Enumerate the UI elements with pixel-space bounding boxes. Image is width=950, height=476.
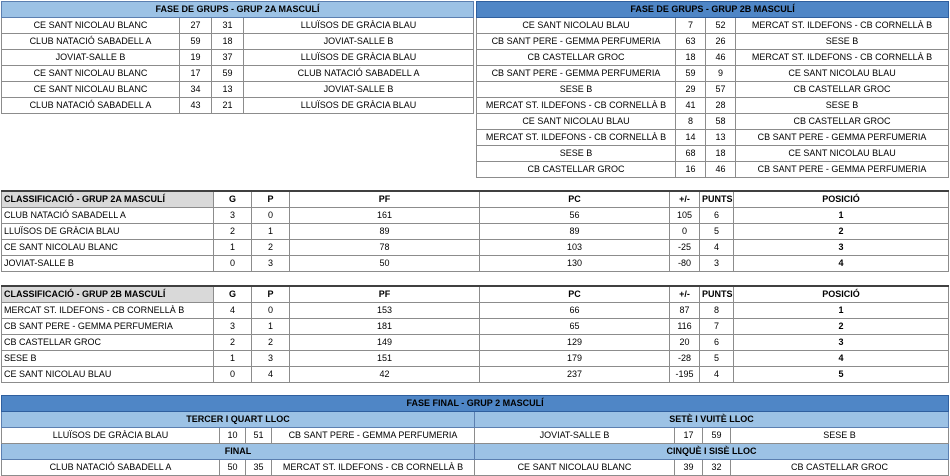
match-away-score: 18: [212, 34, 244, 50]
match-away-score: 37: [212, 50, 244, 66]
standings-difference: 20: [670, 335, 700, 351]
match-home-team: CLUB NATACIÓ SABADELL A: [2, 34, 180, 50]
standings-position: 3: [734, 335, 949, 351]
match-away-score: 59: [703, 428, 731, 444]
standings-points-against: 179: [480, 351, 670, 367]
standings-points: 4: [700, 367, 734, 383]
match-row: [477, 66, 949, 82]
match-away-score: 13: [706, 130, 736, 146]
standings-losses: 0: [252, 208, 290, 224]
seventh-place-title: SETÈ I VUITÈ LLOC: [475, 412, 949, 428]
standings-difference: 0: [670, 224, 700, 240]
match-home-score: 17: [675, 428, 703, 444]
standings-points-for: 42: [290, 367, 480, 383]
standings-points-for: 89: [290, 224, 480, 240]
standings-wins: 4: [214, 303, 252, 319]
match-home-team: JOVIAT-SALLE B: [2, 50, 180, 66]
standings-points-against: 103: [480, 240, 670, 256]
standings-wins: 2: [214, 335, 252, 351]
match-away-team: JOVIAT-SALLE B: [244, 82, 474, 98]
standings-points-against: 130: [480, 256, 670, 272]
match-home-score: 39: [675, 460, 703, 476]
match-away-team: JOVIAT-SALLE B: [244, 34, 474, 50]
standings-points: 4: [700, 240, 734, 256]
standings-wins: 3: [214, 208, 252, 224]
match-home-team: LLUÏSOS DE GRÀCIA BLAU: [2, 428, 220, 444]
match-home-score: 50: [220, 460, 246, 476]
match-home-score: 68: [676, 146, 706, 162]
standings-position: 1: [734, 208, 949, 224]
match-away-team: CE SANT NICOLAU BLAU: [736, 146, 949, 162]
standings-wins: 1: [214, 240, 252, 256]
match-away-team: LLUÏSOS DE GRÀCIA BLAU: [244, 50, 474, 66]
match-home-team: CE SANT NICOLAU BLAU: [477, 18, 676, 34]
match-away-team: SESE B: [736, 34, 949, 50]
match-row: [477, 18, 949, 34]
match-home-score: 14: [676, 130, 706, 146]
match-away-team: LLUÏSOS DE GRÀCIA BLAU: [244, 18, 474, 34]
classification-2a-header-team: CLASSIFICACIÓ - GRUP 2A MASCULÍ: [2, 191, 214, 208]
classification-2a-header-diff: +/-: [670, 191, 700, 208]
match-row: [2, 50, 474, 66]
match-away-team: CB CASTELLAR GROC: [731, 460, 949, 476]
standings-position: 4: [734, 351, 949, 367]
match-away-team: CLUB NATACIÓ SABADELL A: [244, 66, 474, 82]
classification-2b-header-diff: +/-: [670, 286, 700, 303]
match-away-team: CB SANT PERE - GEMMA PERFUMERIA: [272, 428, 475, 444]
standings-points: 3: [700, 256, 734, 272]
standings-points-for: 181: [290, 319, 480, 335]
classification-2b-header-pc: PC: [480, 286, 670, 303]
classification-2b-header-p: P: [252, 286, 290, 303]
match-home-team: MERCAT ST. ILDEFONS - CB CORNELLÀ B: [477, 98, 676, 114]
classification-2a-header-points: PUNTS: [700, 191, 734, 208]
group-2a-matches-table: [1, 1, 474, 114]
match-away-score: 21: [212, 98, 244, 114]
standings-team: CLUB NATACIÓ SABADELL A: [2, 208, 214, 224]
match-away-score: 57: [706, 82, 736, 98]
standings-wins: 1: [214, 351, 252, 367]
standings-team: MERCAT ST. ILDEFONS - CB CORNELLÀ B: [2, 303, 214, 319]
match-row: [477, 34, 949, 50]
standings-team: CE SANT NICOLAU BLANC: [2, 240, 214, 256]
classification-2b-header-team: CLASSIFICACIÓ - GRUP 2B MASCULÍ: [2, 286, 214, 303]
match-home-team: JOVIAT-SALLE B: [475, 428, 675, 444]
match-row: [477, 146, 949, 162]
standings-team: SESE B: [2, 351, 214, 367]
standings-points: 6: [700, 335, 734, 351]
final-phase-table: [1, 395, 949, 476]
standings-difference: -195: [670, 367, 700, 383]
standings-points-against: 237: [480, 367, 670, 383]
match-home-team: CB CASTELLAR GROC: [477, 162, 676, 178]
match-home-team: CB CASTELLAR GROC: [477, 50, 676, 66]
standings-team: JOVIAT-SALLE B: [2, 256, 214, 272]
match-away-team: CB SANT PERE - GEMMA PERFUMERIA: [736, 130, 949, 146]
standings-difference: 87: [670, 303, 700, 319]
match-away-team: CE SANT NICOLAU BLAU: [736, 66, 949, 82]
match-away-score: 26: [706, 34, 736, 50]
match-away-score: 59: [212, 66, 244, 82]
match-home-team: CLUB NATACIÓ SABADELL A: [2, 98, 180, 114]
classification-2b-table: [1, 285, 949, 383]
match-home-score: 29: [676, 82, 706, 98]
standings-losses: 1: [252, 224, 290, 240]
standings-points: 8: [700, 303, 734, 319]
match-home-team: SESE B: [477, 146, 676, 162]
standings-points-for: 50: [290, 256, 480, 272]
third-place-title: TERCER I QUART LLOC: [2, 412, 475, 428]
match-row: [2, 98, 474, 114]
match-row: [477, 130, 949, 146]
standings-row: [2, 367, 949, 383]
standings-team: LLUÏSOS DE GRÀCIA BLAU: [2, 224, 214, 240]
standings-points-for: 78: [290, 240, 480, 256]
standings-row: [2, 319, 949, 335]
match-home-score: 10: [220, 428, 246, 444]
standings-points: 7: [700, 319, 734, 335]
standings-row: [2, 224, 949, 240]
standings-points-for: 151: [290, 351, 480, 367]
standings-difference: -80: [670, 256, 700, 272]
standings-position: 4: [734, 256, 949, 272]
group-2b-matches-table: [476, 1, 949, 178]
standings-points: 6: [700, 208, 734, 224]
standings-difference: -25: [670, 240, 700, 256]
match-home-score: 27: [180, 18, 212, 34]
classification-2b-header-points: PUNTS: [700, 286, 734, 303]
standings-points-for: 153: [290, 303, 480, 319]
standings-points: 5: [700, 351, 734, 367]
standings-losses: 3: [252, 256, 290, 272]
match-home-team: CLUB NATACIÓ SABADELL A: [2, 460, 220, 476]
standings-row: [2, 335, 949, 351]
match-away-score: 28: [706, 98, 736, 114]
classification-2a-header-pf: PF: [290, 191, 480, 208]
standings-wins: 2: [214, 224, 252, 240]
standings-position: 3: [734, 240, 949, 256]
match-home-team: CE SANT NICOLAU BLANC: [2, 66, 180, 82]
match-away-team: LLUÏSOS DE GRÀCIA BLAU: [244, 98, 474, 114]
match-home-score: 34: [180, 82, 212, 98]
standings-points-against: 56: [480, 208, 670, 224]
fifth-place-title: CINQUÈ I SISÈ LLOC: [475, 444, 949, 460]
classification-2b-header-g: G: [214, 286, 252, 303]
match-away-score: 9: [706, 66, 736, 82]
match-away-score: 32: [703, 460, 731, 476]
standings-row: [2, 208, 949, 224]
classification-2a-header-pc: PC: [480, 191, 670, 208]
group-2b-title: FASE DE GRUPS - GRUP 2B MASCULÍ: [477, 2, 949, 18]
match-away-team: CB CASTELLAR GROC: [736, 82, 949, 98]
match-home-score: 7: [676, 18, 706, 34]
match-away-score: 35: [246, 460, 272, 476]
standings-points-for: 149: [290, 335, 480, 351]
match-home-team: CE SANT NICOLAU BLAU: [477, 114, 676, 130]
group-2a-title: FASE DE GRUPS - GRUP 2A MASCULÍ: [2, 2, 474, 18]
match-row: [2, 66, 474, 82]
standings-points-against: 66: [480, 303, 670, 319]
match-away-score: 46: [706, 50, 736, 66]
match-away-score: 18: [706, 146, 736, 162]
match-away-score: 58: [706, 114, 736, 130]
standings-losses: 2: [252, 335, 290, 351]
match-row: [2, 34, 474, 50]
match-away-team: MERCAT ST. ILDEFONS - CB CORNELLÀ B: [736, 50, 949, 66]
standings-team: CB SANT PERE - GEMMA PERFUMERIA: [2, 319, 214, 335]
match-away-score: 46: [706, 162, 736, 178]
match-home-team: CE SANT NICOLAU BLANC: [2, 82, 180, 98]
match-row: [477, 50, 949, 66]
third-place-match: [2, 428, 949, 444]
match-away-score: 31: [212, 18, 244, 34]
match-row: [477, 162, 949, 178]
final-phase-title: FASE FINAL - GRUP 2 MASCULÍ: [2, 396, 949, 412]
standings-wins: 3: [214, 319, 252, 335]
match-row: [2, 18, 474, 34]
match-away-score: 52: [706, 18, 736, 34]
match-row: [477, 82, 949, 98]
standings-points-against: 129: [480, 335, 670, 351]
match-home-team: SESE B: [477, 82, 676, 98]
match-home-score: 63: [676, 34, 706, 50]
match-home-team: CB SANT PERE - GEMMA PERFUMERIA: [477, 66, 676, 82]
final-title: FINAL: [2, 444, 475, 460]
standings-position: 2: [734, 319, 949, 335]
match-away-score: 13: [212, 82, 244, 98]
standings-row: [2, 303, 949, 319]
match-home-score: 19: [180, 50, 212, 66]
standings-difference: -28: [670, 351, 700, 367]
standings-row: [2, 240, 949, 256]
standings-losses: 0: [252, 303, 290, 319]
standings-losses: 2: [252, 240, 290, 256]
standings-position: 2: [734, 224, 949, 240]
match-away-team: MERCAT ST. ILDEFONS - CB CORNELLÀ B: [736, 18, 949, 34]
standings-position: 1: [734, 303, 949, 319]
standings-difference: 116: [670, 319, 700, 335]
match-away-team: SESE B: [736, 98, 949, 114]
match-away-team: MERCAT ST. ILDEFONS - CB CORNELLÀ B: [272, 460, 475, 476]
standings-difference: 105: [670, 208, 700, 224]
match-away-team: CB CASTELLAR GROC: [736, 114, 949, 130]
match-home-team: CB SANT PERE - GEMMA PERFUMERIA: [477, 34, 676, 50]
classification-2b-header-pf: PF: [290, 286, 480, 303]
classification-2a-table: [1, 190, 949, 272]
classification-2a-header-position: POSICIÓ: [734, 191, 949, 208]
match-home-score: 17: [180, 66, 212, 82]
match-home-team: MERCAT ST. ILDEFONS - CB CORNELLÀ B: [477, 130, 676, 146]
standings-row: [2, 351, 949, 367]
match-away-team: SESE B: [731, 428, 949, 444]
standings-team: CE SANT NICOLAU BLAU: [2, 367, 214, 383]
standings-points-for: 161: [290, 208, 480, 224]
standings-position: 5: [734, 367, 949, 383]
standings-row: [2, 256, 949, 272]
match-home-score: 41: [676, 98, 706, 114]
match-home-score: 59: [180, 34, 212, 50]
match-row: [477, 98, 949, 114]
match-home-score: 59: [676, 66, 706, 82]
standings-points-against: 65: [480, 319, 670, 335]
match-home-team: CE SANT NICOLAU BLANC: [475, 460, 675, 476]
match-home-score: 43: [180, 98, 212, 114]
standings-losses: 3: [252, 351, 290, 367]
standings-points-against: 89: [480, 224, 670, 240]
standings-team: CB CASTELLAR GROC: [2, 335, 214, 351]
standings-wins: 0: [214, 256, 252, 272]
match-home-score: 18: [676, 50, 706, 66]
match-home-team: CE SANT NICOLAU BLANC: [2, 18, 180, 34]
match-away-score: 51: [246, 428, 272, 444]
match-home-score: 16: [676, 162, 706, 178]
standings-losses: 1: [252, 319, 290, 335]
final-match: [2, 460, 949, 476]
match-row: [477, 114, 949, 130]
standings-wins: 0: [214, 367, 252, 383]
classification-2a-header-g: G: [214, 191, 252, 208]
match-home-score: 8: [676, 114, 706, 130]
match-row: [2, 82, 474, 98]
standings-losses: 4: [252, 367, 290, 383]
match-away-team: CB SANT PERE - GEMMA PERFUMERIA: [736, 162, 949, 178]
classification-2b-header-position: POSICIÓ: [734, 286, 949, 303]
classification-2a-header-p: P: [252, 191, 290, 208]
standings-points: 5: [700, 224, 734, 240]
